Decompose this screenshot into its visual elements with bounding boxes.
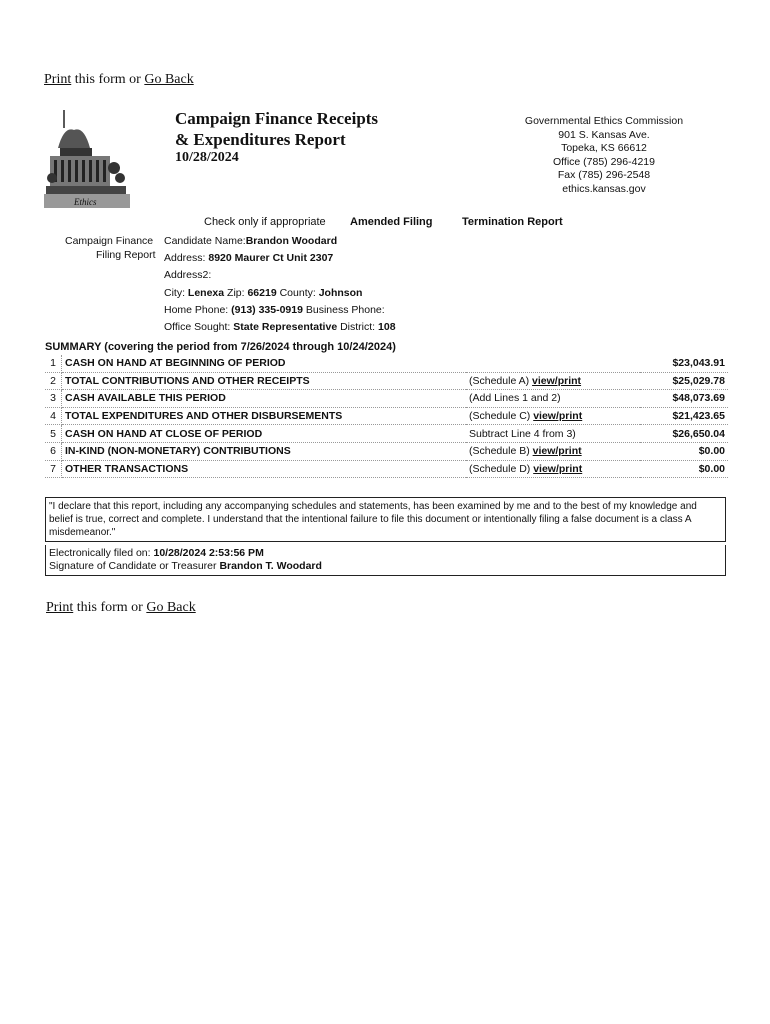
schedule-text: (Add Lines 1 and 2): [469, 392, 561, 405]
filed-label: Electronically filed on:: [49, 547, 151, 559]
summary-table: [45, 355, 728, 478]
schedule-a-view-print-link[interactable]: view/print: [532, 374, 582, 387]
row-number: 1: [45, 355, 62, 372]
top-nav: [44, 72, 194, 88]
filed-value: 10/28/2024 2:53:56 PM: [153, 547, 264, 559]
row-label: IN-KIND (NON-MONETARY) CONTRIBUTIONS: [62, 442, 467, 460]
capitol-seal-image: [44, 108, 130, 208]
summary-row: [45, 372, 728, 390]
report-title: [175, 108, 378, 150]
schedule-text: Subtract Line 4 from 3): [469, 427, 576, 440]
nav-text: this form or: [74, 72, 141, 87]
print-link[interactable]: Print: [44, 72, 72, 87]
summary-row: [45, 442, 728, 460]
schedule-text: (Schedule B): [469, 445, 530, 458]
county-label: County:: [279, 287, 316, 299]
summary-row: [45, 407, 728, 425]
row-number: 3: [45, 390, 62, 408]
district-value: 108: [378, 321, 396, 333]
address-value: 8920 Maurer Ct Unit 2307: [208, 252, 334, 264]
agency-city: Topeka, KS 66612: [561, 142, 647, 154]
bottom-nav: [46, 600, 196, 616]
report-date: 10/28/2024: [175, 150, 239, 165]
schedule-text: (Schedule D): [469, 462, 531, 475]
signature-label: Signature of Candidate or Treasurer: [49, 560, 217, 572]
summary-title: SUMMARY (covering the period from 7/26/2024 through 10/24/2024): [45, 341, 396, 353]
signature-value: Brandon T. Woodard: [219, 560, 322, 572]
city-row: [164, 287, 362, 299]
zip-value: 66219: [247, 287, 277, 299]
schedule-b-view-print-link[interactable]: view/print: [532, 445, 582, 458]
row-label: CASH AVAILABLE THIS PERIOD: [62, 390, 467, 408]
row-amount: $23,043.91: [640, 355, 728, 372]
summary-row: [45, 355, 728, 372]
row-amount: $21,423.65: [640, 407, 728, 425]
office-row: [164, 321, 396, 333]
phone-row: [164, 304, 385, 316]
title-line-1: Campaign Finance Receipts: [175, 109, 379, 128]
summary-row: [45, 425, 728, 443]
row-number: 6: [45, 442, 62, 460]
row-amount: $48,073.69: [640, 390, 728, 408]
efiled-box: [45, 545, 726, 576]
row-number: 4: [45, 407, 62, 425]
office-label: Office Sought:: [164, 321, 231, 333]
agency-street: 901 S. Kansas Ave.: [558, 128, 650, 141]
go-back-link-bottom[interactable]: Go Back: [146, 600, 196, 615]
row-schedule: [466, 372, 640, 390]
address-label: Address:: [164, 252, 206, 264]
row-schedule: [466, 355, 640, 372]
row-label: CASH ON HAND AT CLOSE OF PERIOD: [62, 425, 467, 443]
report-label-2: Filing Report: [96, 249, 156, 261]
nav-text-bottom: this form or: [76, 600, 143, 615]
row-schedule: [466, 442, 640, 460]
svg-text:Ethics: Ethics: [74, 197, 97, 207]
row-amount: $0.00: [640, 442, 728, 460]
row-label: TOTAL CONTRIBUTIONS AND OTHER RECEIPTS: [62, 372, 467, 390]
amended-filing-label: [344, 216, 433, 228]
title-line-2: & Expenditures Report: [175, 130, 346, 149]
amended-text: Amended Filing: [350, 216, 433, 228]
schedule-text: (Schedule A): [469, 374, 530, 387]
filed-row: [49, 547, 722, 560]
address2-label: Address2:: [164, 269, 212, 281]
home-phone-label: Home Phone:: [164, 304, 229, 316]
district-label: District:: [340, 321, 376, 333]
agency-office-phone: Office (785) 296-4219: [553, 155, 655, 168]
row-schedule: [466, 460, 640, 478]
agency-fax: Fax (785) 296-2548: [557, 169, 651, 181]
row-amount: $0.00: [640, 460, 728, 478]
agency-name: Governmental Ethics Commission: [524, 115, 684, 127]
row-number: 2: [45, 372, 62, 390]
row-schedule: [466, 407, 640, 425]
summary-section: [45, 341, 728, 478]
summary-row: [45, 390, 728, 408]
print-link-bottom[interactable]: Print: [46, 600, 74, 615]
row-amount: $25,029.78: [640, 372, 728, 390]
row-label: OTHER TRANSACTIONS: [62, 460, 467, 478]
row-label: CASH ON HAND AT BEGINNING OF PERIOD: [62, 355, 467, 372]
row-schedule: [466, 390, 640, 408]
county-value: Johnson: [318, 287, 363, 299]
check-label: Check only if appropriate: [204, 216, 326, 228]
candidate-row: [164, 235, 337, 247]
signature-row: [49, 560, 722, 573]
office-value: State Representative: [233, 321, 338, 333]
schedule-c-view-print-link[interactable]: view/print: [533, 410, 583, 423]
row-number: 5: [45, 425, 62, 443]
business-phone-label: Business Phone:: [305, 304, 385, 316]
address-row: [164, 252, 333, 264]
candidate-name: Brandon Woodard: [245, 235, 338, 247]
row-amount: $26,650.04: [640, 425, 728, 443]
home-phone-value: (913) 335-0919: [231, 304, 303, 316]
schedule-d-view-print-link[interactable]: view/print: [533, 462, 583, 475]
candidate-label: Candidate Name:: [164, 235, 246, 247]
termination-text: Termination Report: [462, 216, 563, 228]
declaration-text: "I declare that this report, including any accompanying schedules and statements, has been examined by me and to the best of my knowledge and belief is true, correct and complete. I understand that the intentional failure to file this document or intentionally filing a false document is a class A misdemeanor.": [45, 497, 726, 542]
city-value: Lenexa: [187, 287, 225, 299]
city-label: City:: [164, 287, 185, 299]
termination-report-label: [456, 216, 563, 228]
agency-website: ethics.kansas.gov: [562, 182, 646, 195]
agency-info: [504, 115, 704, 196]
schedule-text: (Schedule C): [469, 410, 531, 423]
summary-row: [45, 460, 728, 478]
report-label-1: Campaign Finance: [65, 235, 154, 247]
go-back-link[interactable]: Go Back: [144, 72, 194, 87]
row-number: 7: [45, 460, 62, 478]
zip-label: Zip:: [227, 287, 245, 299]
row-label: TOTAL EXPENDITURES AND OTHER DISBURSEMENTS: [62, 407, 467, 425]
row-schedule: [466, 425, 640, 443]
